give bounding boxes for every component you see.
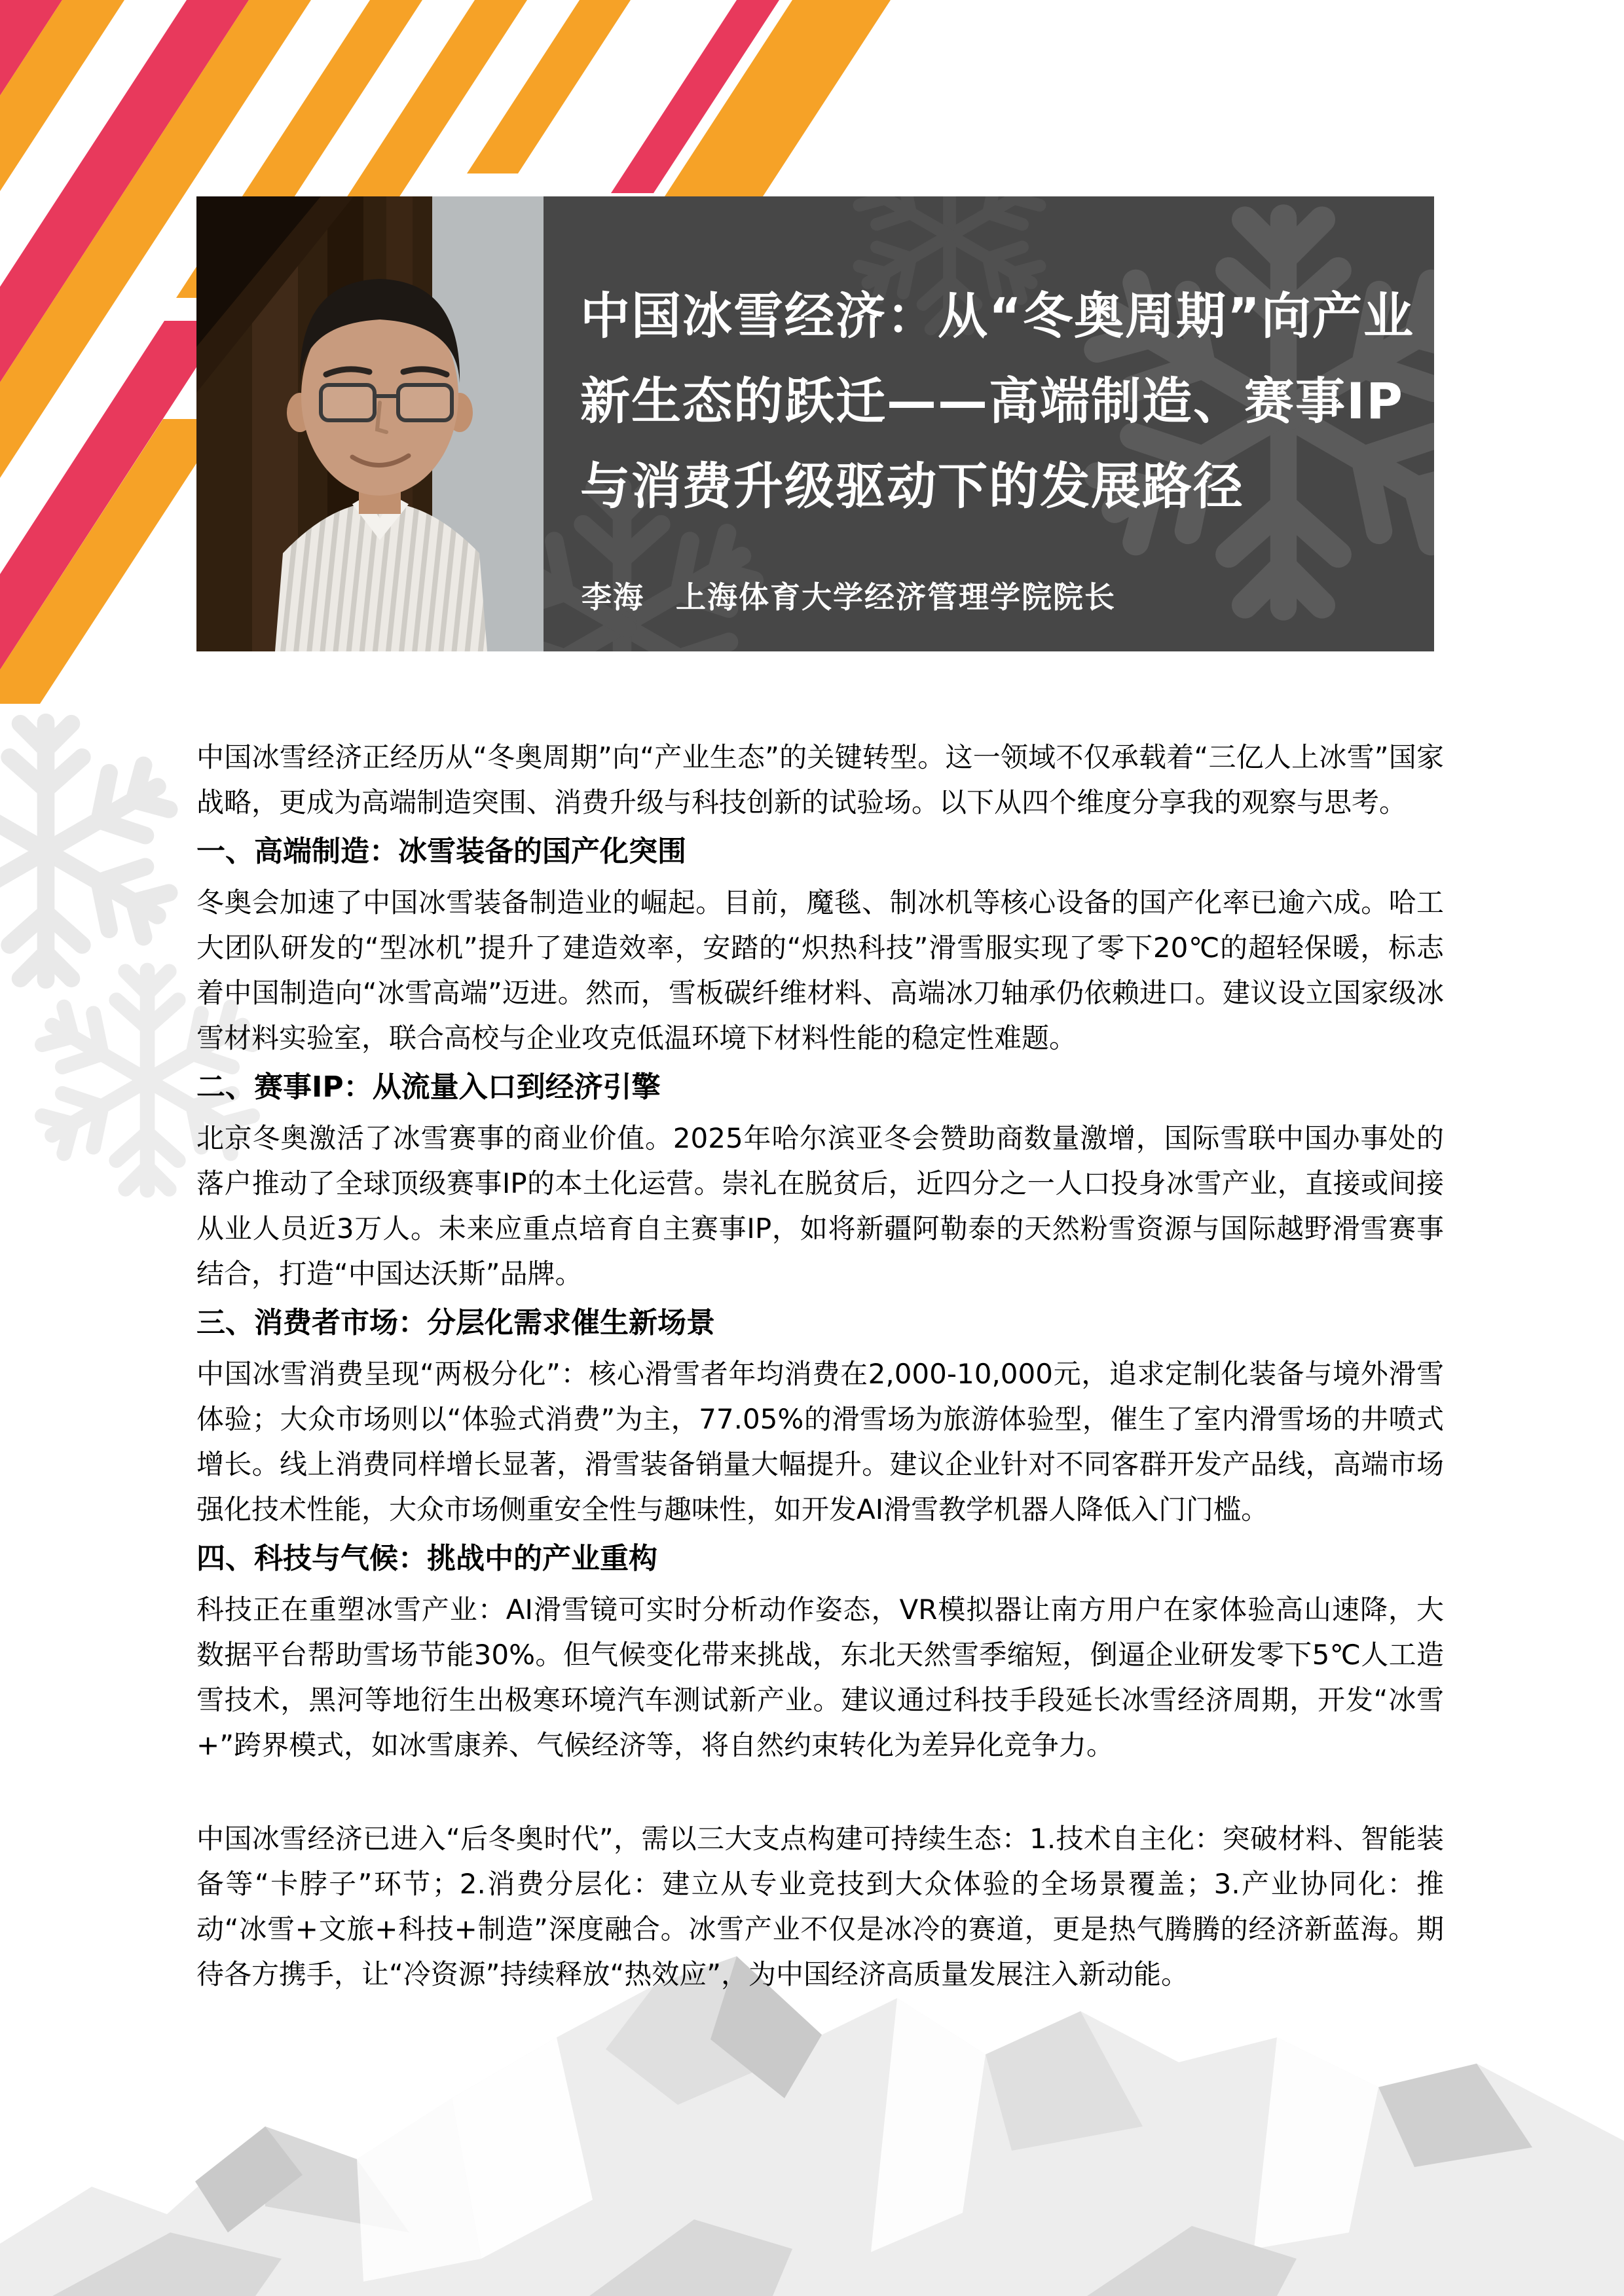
- section-body-consumer-market: 中国冰雪消费呈现“两极分化”：核心滑雪者年均消费在2,000-10,000元，追求定制化装备与境外滑雪体验；大众市场则以“体验式消费”为主，77.05%的滑雪场为旅游体验型，催生了室内滑雪场的井喷式增长。线上消费同样增长显著，滑雪装备销量大幅提升。建议企业针对不同客群开发产品线，高端市场强化技术性能，大众市场侧重安全性与趣味性，如开发AI滑雪教学机器人降低入门门槛。: [196, 1358, 1444, 1525]
- speaker-portrait-photo: [196, 196, 544, 651]
- article-body: [196, 735, 1444, 2006]
- mountain-silhouette: [0, 1956, 1624, 2296]
- glasses-lens: [321, 385, 375, 420]
- section-heading-manufacturing: 一、高端制造：冰雪装备的国产化突围: [196, 835, 686, 868]
- section-body-manufacturing: 冬奥会加速了中国冰雪装备制造业的崛起。目前，魔毯、制冰机等核心设备的国产化率已逾六成。哈工大团队研发的“型冰机”提升了建造效率，安踏的“炽热科技”滑雪服实现了零下20℃的超轻保暖，标志着中国制造向“冰雪高端”迈进。然而，雪板碳纤维材料、高端冰刀轴承仍依赖进口。建议设立国家级冰雪材料实验室，联合高校与企业攻克低温环境下材料性能的稳定性难题。: [196, 886, 1444, 1054]
- glasses-lens: [398, 385, 452, 420]
- portrait-art: [196, 196, 544, 651]
- section-heading-event-ip: 二、赛事IP：从流量入口到经济引擎: [196, 1070, 661, 1104]
- header-title-box: [544, 196, 1434, 651]
- header-banner: [196, 196, 1434, 651]
- section-body-tech-climate: 科技正在重塑冰雪产业：AI滑雪镜可实时分析动作姿态，VR模拟器让南方用户在家体验高山速降，大数据平台帮助雪场节能30%。但气候变化带来挑战，东北天然雪季缩短，倒逼企业研发零下5℃人工造雪技术，黑河等地衍生出极寒环境汽车测试新产业。建议通过科技手段延长冰雪经济周期，开发“冰雪+”跨界模式，如冰雪康养、气候经济等，将自然约束转化为差异化竞争力。: [196, 1594, 1444, 1761]
- section-heading-tech-climate: 四、科技与气候：挑战中的产业重构: [196, 1542, 657, 1575]
- section-heading-consumer-market: 三、消费者市场：分层化需求催生新场景: [196, 1306, 715, 1339]
- closing-paragraph: 中国冰雪经济已进入“后冬奥时代”，需以三大支点构建可持续生态：1.技术自主化：突破材料、智能装备等“卡脖子”环节；2.消费分层化：建立从专业竞技到大众体验的全场景覆盖；3.产业协同化：推动“冰雪+文旅+科技+制造”深度融合。冰雪产业不仅是冰冷的赛道，更是热气腾腾的经济新蓝海。期待各方携手，让“冷资源”持续释放“热效应”，为中国经济高质量发展注入新动能。: [196, 1823, 1444, 1990]
- intro-paragraph: 中国冰雪经济正经历从“冬奥周期”向“产业生态”的关键转型。这一领域不仅承载着“三亿人上冰雪”国家战略，更成为高端制造突围、消费升级与科技创新的试验场。以下从四个维度分享我的观察与思考。: [196, 741, 1444, 818]
- article-title: 中国冰雪经济：从“冬奥周期”向产业新生态的跃迁——高端制造、赛事IP与消费升级驱动下的发展路径: [580, 287, 1414, 515]
- snowflake-icon: [0, 722, 175, 980]
- author-line: 李海 上海体育大学经济管理学院院长: [581, 579, 1116, 615]
- section-body-event-ip: 北京冬奥激活了冰雪赛事的商业价值。2025年哈尔滨亚冬会赞助商数量激增，国际雪联中国办事处的落户推动了全球顶级赛事IP的本土化运营。崇礼在脱贫后，近四分之一人口投身冰雪产业，直接或间接从业人员近3万人。未来应重点培育自主赛事IP，如将新疆阿勒泰的天然粉雪资源与国际越野滑雪赛事结合，打造“中国达沃斯”品牌。: [196, 1122, 1444, 1290]
